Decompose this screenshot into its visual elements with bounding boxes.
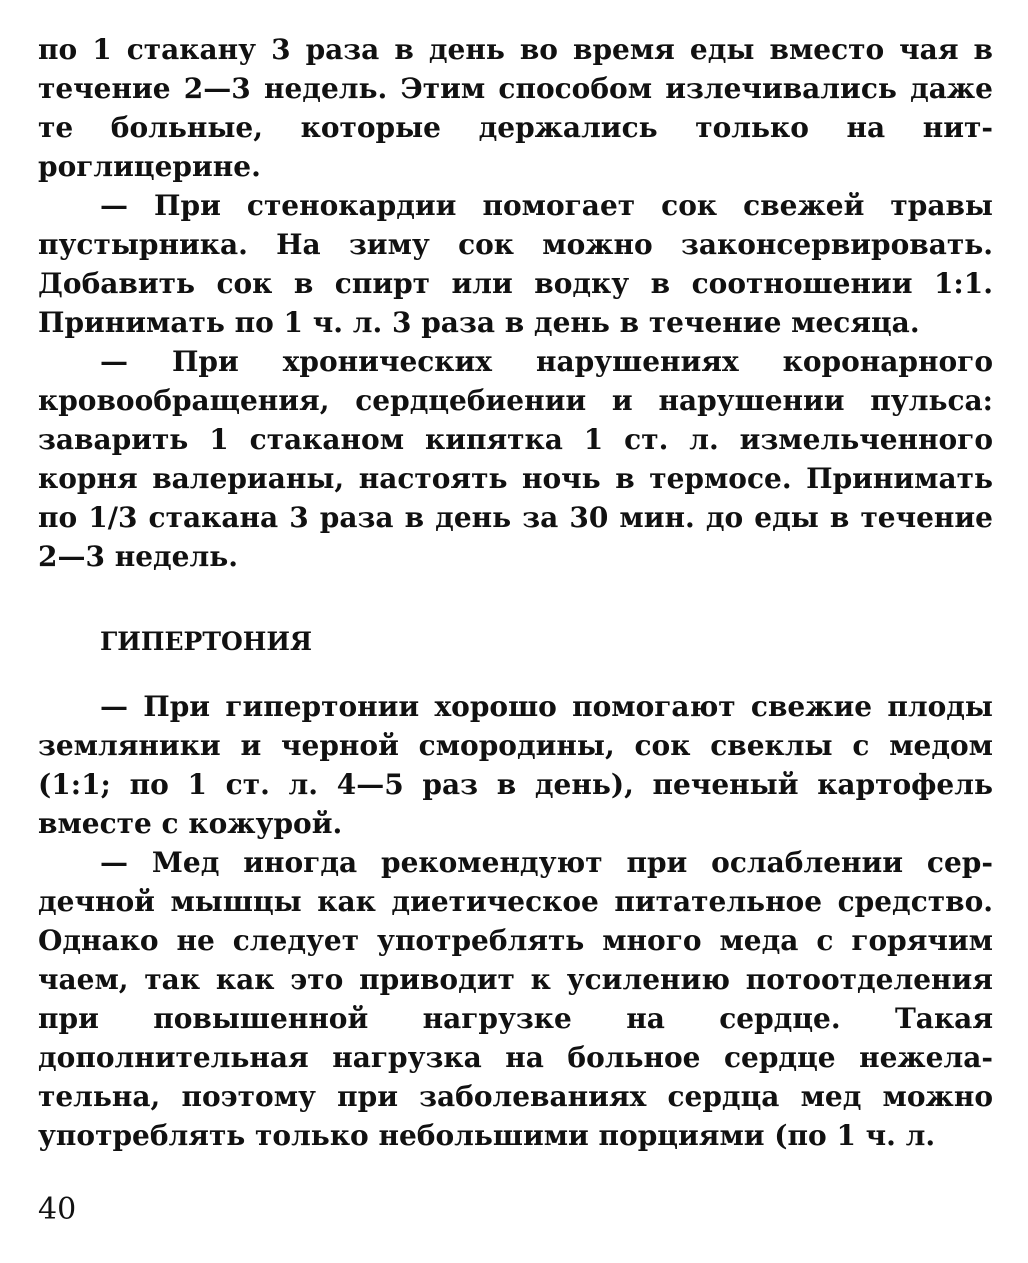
paragraph-coronary-valerian: — При хронических нарушениях коронарного кровообращения, сердцебиении и нарушении пульса: заварить 1 стаканом кипятка 1 ст. л. измельченного корня валерианы, настоять ночь в термосе. Принимать по 1/3 стакана 3 раза в день за 30 мин. до еды в течение 2—3 недель. — [38, 345, 993, 573]
paragraph-hypertension-berries: — При гипертонии хорошо помогают свежие плоды земляники и черной смородины, сок свеклы с медом (1:1; по 1 ст. л. 4—5 раз в день), печеный картофель вместе с кожурой. — [38, 690, 993, 840]
page-number: 40 — [38, 1192, 77, 1227]
paragraph-honey: — Мед иногда рекомендуют при ослаблении сердечной мышцы как диетическое питательное средство. Однако не следует употреблять много меда с горячим чаем, так как это приводит к усилению потоотделения при повышенной нагрузке на сердце. Такая дополнительная нагрузка на больное сердце нежелательна, поэтому при заболеваниях сердца мед можно употреблять только небольшими порциями (по 1 ч. л. — [38, 846, 993, 1152]
page-body — [38, 30, 993, 1155]
paragraph-angina-motherwort: — При стенокардии помогает сок свежей травы пустырника. На зиму сок можно законсервировать. Добавить сок в спирт или водку в соотношении 1:1. Принимать по 1 ч. л. 3 раза в день в течение месяца. — [38, 189, 993, 339]
section-heading-hypertension: ГИПЕРТОНИЯ — [100, 627, 313, 656]
paragraph-continuation: по 1 стакану 3 раза в день во время еды вместо чая в течение 2—3 недель. Этим способом излечивались даже те больные, которые держались только на нитроглицерине. — [38, 33, 993, 183]
